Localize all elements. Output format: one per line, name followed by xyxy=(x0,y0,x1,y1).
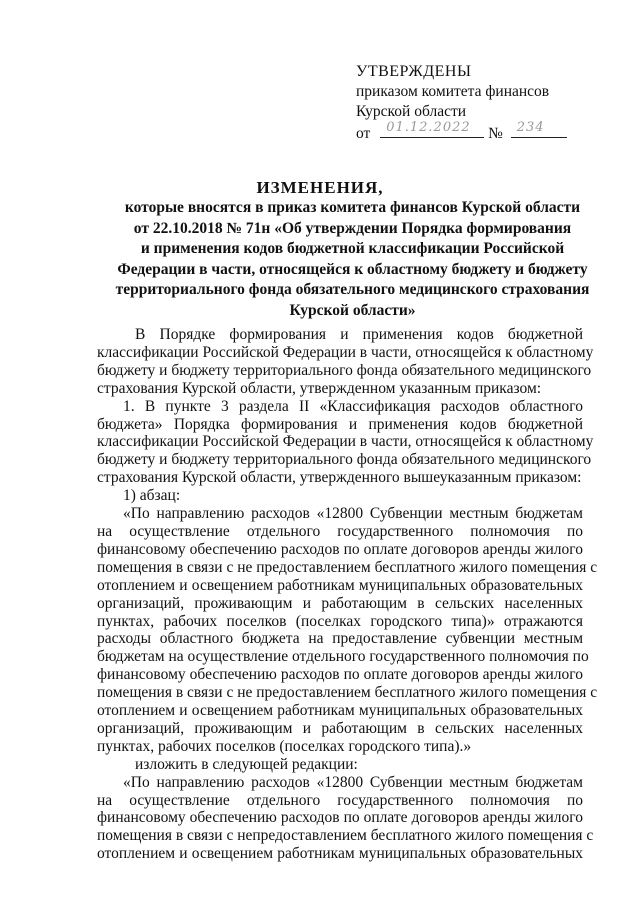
body-line: помещения в связи с не предоставлением бесплатного жилого помещения с xyxy=(97,558,598,576)
body-line: изложить в следующей редакции: xyxy=(135,755,358,773)
handwritten-date: 01.12.2022 xyxy=(386,120,471,135)
body-line: помещения в связи с не предоставлением бесплатного жилого помещения с xyxy=(97,684,598,702)
body-line: пунктах, рабочих поселков (поселках городского типа)» отражаются xyxy=(97,612,583,630)
approval-line-region: Курской области xyxy=(356,103,467,120)
subtitle-line: от 22.10.2018 № 71н «Об утверждении Порядка формирования xyxy=(133,219,572,237)
body-line: отоплением и освещением работникам муниципальных образовательных xyxy=(97,845,583,863)
document-body xyxy=(97,326,598,863)
approval-stamp xyxy=(356,62,567,144)
body-line: отоплением и освещением работникам муниципальных образовательных xyxy=(97,702,583,720)
body-line: пунктах, рабочих поселков (поселках городского типа).» xyxy=(97,737,472,755)
body-line: бюджета» Порядка формирования и применения кодов бюджетной xyxy=(97,415,583,433)
body-line: классификации Российской Федерации в части, относящейся к областному xyxy=(97,343,594,361)
body-line: бюджету и бюджету территориального фонда обязательного медицинского xyxy=(97,361,592,379)
body-line: «По направлению расходов «12800 Субвенции местным бюджетам xyxy=(123,505,583,523)
subtitle-line: Федерации в части, относящейся к областному бюджету и бюджету xyxy=(117,260,588,278)
body-line: финансовому обеспечению расходов по оплате договоров аренды жилого xyxy=(97,666,583,684)
body-line: организаций, проживающим и работающим в сельских населенных xyxy=(97,719,583,737)
body-line: «По направлению расходов «12800 Субвенции местным бюджетам xyxy=(123,773,583,791)
subtitle-line: и применения кодов бюджетной классификации Российской xyxy=(140,240,565,257)
number-blank xyxy=(511,122,567,138)
document-subtitle xyxy=(90,198,615,321)
approval-caption: УТВЕРЖДЕНЫ xyxy=(356,63,472,80)
number-prefix: № xyxy=(488,125,503,142)
approval-date-line xyxy=(356,122,567,144)
body-line: бюджету и бюджету территориального фонда обязательного медицинского xyxy=(97,451,592,469)
date-blank xyxy=(380,122,484,138)
body-line: страхования Курской области, утвержденного вышеуказанным приказом: xyxy=(97,469,582,487)
body-line: 1. В пункте 3 раздела II «Классификация расходов областного xyxy=(123,397,583,415)
body-line: финансовому обеспечению расходов по оплате договоров аренды жилого xyxy=(97,809,583,827)
body-line: классификации Российской Федерации в части, относящейся к областному xyxy=(97,433,594,451)
date-prefix: от xyxy=(356,125,371,142)
body-line: 1) абзац: xyxy=(123,487,181,505)
body-line: страхования Курской области, утвержденном указанным приказом: xyxy=(97,379,542,397)
body-line: финансовому обеспечению расходов по оплате договоров аренды жилого xyxy=(97,540,583,558)
subtitle-line: которые вносятся в приказ комитета финансов Курской области xyxy=(124,199,581,216)
handwritten-number: 234 xyxy=(516,120,545,135)
approval-line-order: приказом комитета финансов xyxy=(356,83,550,100)
body-line: на осуществление отдельного государственного полномочия по xyxy=(97,522,583,540)
body-line: бюджетам на осуществление отдельного государственного полномочия по xyxy=(97,648,589,666)
subtitle-line: территориального фонда обязательного медицинского страхования xyxy=(115,281,590,298)
subtitle-line: Курской области» xyxy=(289,301,416,319)
body-line: В Порядке формирования и применения кодов бюджетной xyxy=(135,326,583,343)
body-line: организаций, проживающим и работающим в сельских населенных xyxy=(97,594,583,612)
body-line: помещения в связи с непредоставлением бесплатного жилого помещения с xyxy=(97,827,594,845)
body-line: на осуществление отдельного государственного полномочия по xyxy=(97,791,583,809)
body-line: расходы областного бюджета на предоставление субвенции местным xyxy=(97,630,583,648)
body-line: отоплением и освещением работникам муниципальных образовательных xyxy=(97,576,583,594)
document-title: ИЗМЕНЕНИЯ, xyxy=(256,178,384,197)
